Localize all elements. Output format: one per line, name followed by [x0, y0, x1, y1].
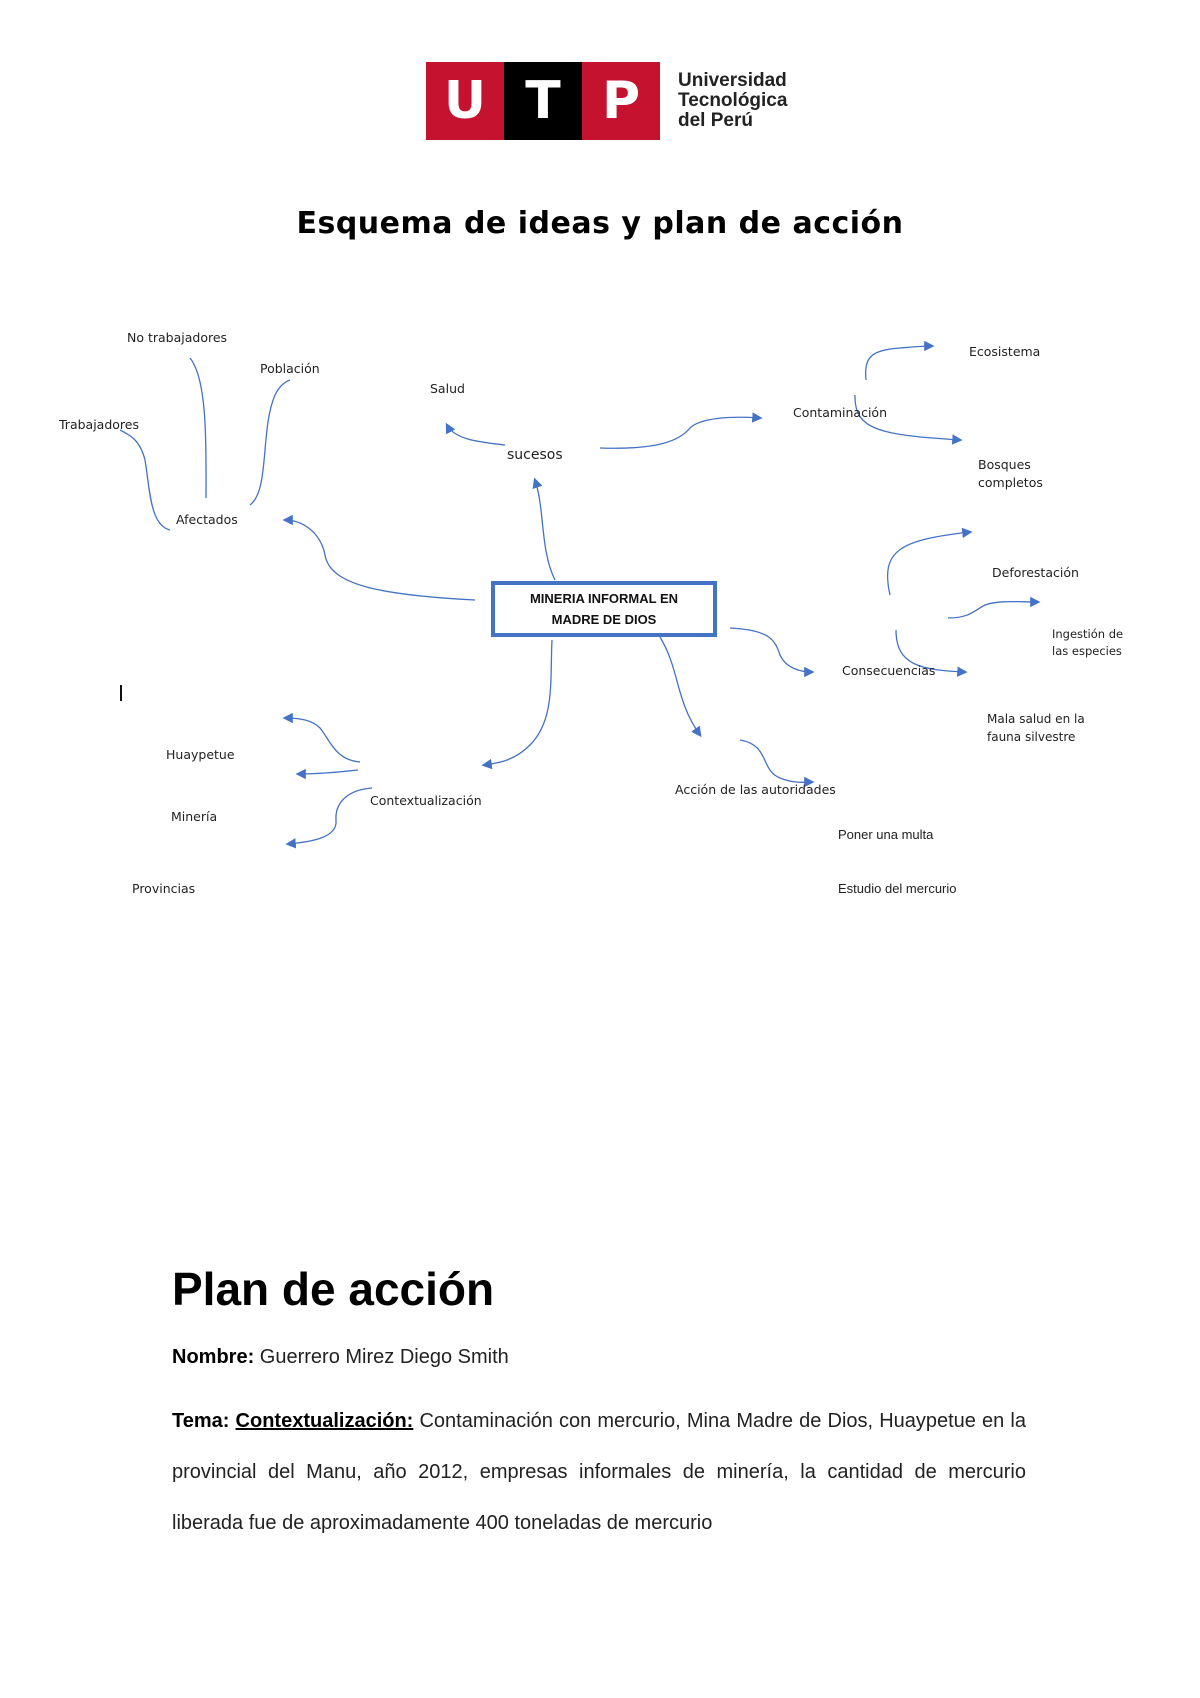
tema-label: Tema:: [172, 1410, 230, 1432]
central-topic-line-2: MADRE DE DIOS: [551, 612, 657, 627]
nombre-value: Guerrero Mirez Diego Smith: [259, 1346, 509, 1368]
connector-mineria: [298, 770, 358, 774]
connector-sucesos: [535, 480, 555, 580]
nombre-label: Nombre:: [172, 1346, 255, 1368]
node-huaypetue: Huaypetue: [166, 747, 235, 762]
connector-ingestion: [948, 602, 1038, 618]
logo-wordmark: [678, 62, 787, 140]
node-poner-multa: Poner una multa: [838, 827, 934, 842]
connector-trabajadores: [120, 430, 170, 530]
node-provincias: Provincias: [132, 881, 196, 896]
node-mala-salud: [987, 710, 1085, 746]
node-deforestacion: Deforestación: [992, 565, 1079, 580]
connector-no-trabajadores: [190, 358, 206, 498]
node-poblacion: Población: [260, 361, 320, 376]
connector-ecosistema: [866, 346, 932, 380]
connector-provincias: [288, 788, 372, 844]
document-title: Esquema de ideas y plan de acción: [296, 206, 904, 241]
node-consecuencias: Consecuencias: [842, 663, 936, 678]
logo-letter-p: P: [582, 62, 660, 140]
utp-logo: [426, 62, 787, 140]
logo-line-3: del Perú: [678, 110, 753, 131]
text-cursor: [120, 685, 122, 701]
logo-letter-t: T: [504, 62, 582, 140]
connector-afectados: [285, 520, 475, 600]
mind-map: [0, 300, 1200, 940]
connector-salud: [447, 425, 505, 445]
connector-contaminacion: [600, 417, 760, 448]
tema-text: Contaminación con mercurio, Mina Madre de Dios, Huaypetue en la provincial del Manu, año 2012, empresas informales de minería, la cantidad de mercurio liberada fue de aproximadamente 400 toneladas de mercurio: [172, 1410, 1026, 1534]
node-ecosistema: Ecosistema: [969, 344, 1041, 359]
node-contextualizacion: Contextualización: [370, 793, 482, 808]
node-contaminacion: Contaminación: [793, 405, 888, 420]
connector-huaypetue: [285, 718, 360, 762]
node-sucesos: sucesos: [507, 447, 563, 463]
connector-multa: [740, 740, 812, 782]
tema-subheading: Contextualización:: [235, 1410, 414, 1432]
connector-poblacion: [250, 380, 290, 505]
central-topic-box: [491, 581, 717, 637]
logo-letter-u: U: [426, 62, 504, 140]
tema-paragraph: [172, 1396, 1026, 1549]
node-accion-autoridades: Acción de las autoridades: [675, 782, 836, 797]
node-bosques-line-1: Bosques: [978, 457, 1031, 472]
node-bosques-line-2: completos: [978, 475, 1043, 490]
node-mineria: Minería: [171, 809, 218, 824]
nombre-line: [172, 1346, 1026, 1369]
connector-contextualizacion: [484, 640, 552, 765]
node-no-trabajadores: No trabajadores: [127, 330, 228, 345]
central-topic-line-1: MINERIA INFORMAL EN: [529, 591, 679, 606]
connector-consecuencias: [730, 628, 812, 672]
connector-deforestacion: [888, 532, 970, 595]
plan-title: Plan de acción: [172, 1263, 495, 1315]
node-ingestion: [1052, 626, 1123, 660]
connector-accion: [660, 637, 700, 735]
node-estudio-mercurio: Estudio del mercurio: [838, 881, 957, 896]
node-ingestion-line-2: las especies: [1052, 644, 1122, 658]
logo-line-2: Tecnológica: [678, 90, 788, 111]
node-salud: Salud: [430, 381, 465, 396]
node-bosques: [978, 456, 1043, 492]
node-afectados: Afectados: [176, 512, 238, 527]
node-mala-salud-line-1: Mala salud en la: [987, 712, 1085, 726]
logo-line-1: Universidad: [678, 70, 787, 91]
node-mala-salud-line-2: fauna silvestre: [987, 730, 1076, 744]
node-trabajadores: Trabajadores: [59, 417, 139, 432]
node-ingestion-line-1: Ingestión de: [1052, 627, 1124, 641]
